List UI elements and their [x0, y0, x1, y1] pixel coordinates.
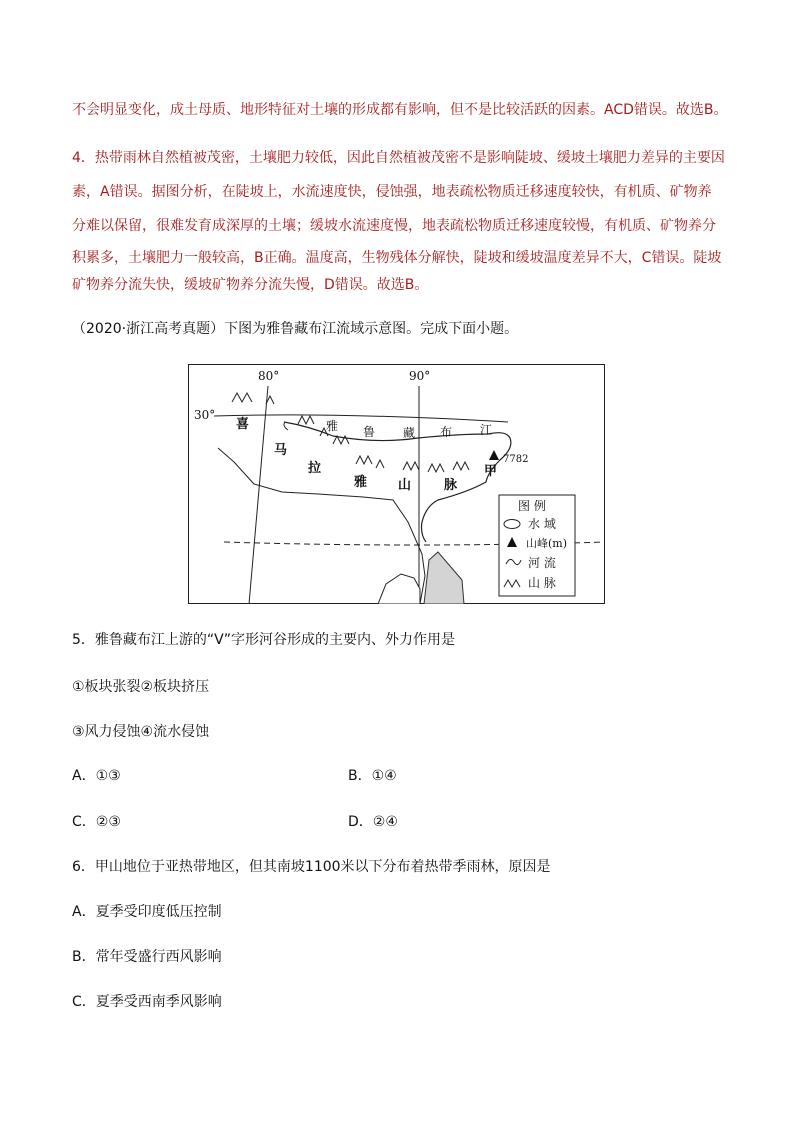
- question-intro: （2020·浙江高考真题）下图为雅鲁藏布江流域示意图。完成下面小题。: [72, 321, 519, 337]
- answer-4-line-5: 矿物养分流失快，缓坡矿物养分流失慢，D错误。故选B。: [72, 277, 429, 293]
- yarlung-tsangpo-basin-map: [188, 364, 605, 604]
- q5-option-c[interactable]: C．②③: [72, 814, 121, 830]
- answer-4-line-2: 素，A错误。据图分析，在陡坡上，水流速度快，侵蚀强，地表疏松物质迁移速度较快，有机质、矿物养: [72, 184, 712, 200]
- legend-water: 水 域: [528, 517, 556, 531]
- river-char-4: 布: [440, 425, 453, 439]
- himalaya-char-3: 拉: [308, 461, 322, 476]
- river-char-5: 江: [480, 423, 493, 437]
- water-icon: [504, 520, 520, 529]
- legend: [499, 495, 575, 596]
- longitude-90-label: 90°: [409, 369, 431, 383]
- q5-option-b[interactable]: B．①④: [348, 768, 397, 784]
- himalaya-char-2: 马: [274, 443, 288, 458]
- question-5-statement-2: ③风力侵蚀④流水侵蚀: [72, 724, 210, 740]
- longitude-80-label: 80°: [258, 369, 280, 383]
- himalaya-char-4: 雅: [354, 475, 368, 490]
- legend-mountain: 山 脉: [528, 576, 556, 590]
- legend-river: 河 流: [528, 556, 556, 570]
- himalaya-char-6: 脉: [444, 478, 458, 493]
- q6-option-a[interactable]: A．夏季受印度低压控制: [72, 904, 222, 920]
- legend-title: 图 例: [518, 499, 546, 513]
- legend-peak: 山峰(m): [526, 537, 568, 550]
- question-6-stem: 6．甲山地位于亚热带地区，但其南坡1100米以下分布着热带季雨林，原因是: [72, 859, 551, 875]
- q6-option-c[interactable]: C．夏季受西南季风影响: [72, 994, 222, 1010]
- q5-option-a[interactable]: A．①③: [72, 768, 121, 784]
- answer-4-line-1: 4．热带雨林自然植被茂密，土壤肥力较低，因此自然植被茂密不是影响陡坡、缓坡土壤肥力差异的主要因: [72, 150, 725, 166]
- himalaya-char-1: 喜: [236, 417, 250, 432]
- q5-option-d[interactable]: D．②④: [348, 814, 398, 830]
- question-5-statement-1: ①板块张裂②板块挤压: [72, 679, 210, 695]
- answer-4-line-4: 积累多，土壤肥力一般较高，B正确。温度高，生物残体分解快，陡坡和缓坡温度差异不大，C错误。陡坡: [72, 250, 722, 266]
- himalaya-char-5: 山: [398, 478, 412, 493]
- river-char-1: 雅: [326, 419, 339, 433]
- peak-name: 甲: [484, 464, 498, 479]
- answer-4-line-3: 分难以保留，很难发育成深厚的土壤；缓坡水流速度慢，地表疏松物质迁移速度较慢，有机质、矿物养分: [72, 218, 716, 234]
- river-char-3: 藏: [403, 426, 416, 440]
- answer-previous-end: 不会明显变化，成土母质、地形特征对土壤的形成都有影响，但不是比较活跃的因素。ACD错误。故选B。: [72, 102, 728, 118]
- q6-option-b[interactable]: B．常年受盛行西风影响: [72, 949, 222, 965]
- river-char-2: 鲁: [363, 425, 376, 439]
- question-5-stem: 5．雅鲁藏布江上游的“V”字形河谷形成的主要内、外力作用是: [72, 632, 455, 648]
- latitude-30-label: 30°: [194, 408, 216, 422]
- peak-elevation: 7782: [503, 454, 529, 465]
